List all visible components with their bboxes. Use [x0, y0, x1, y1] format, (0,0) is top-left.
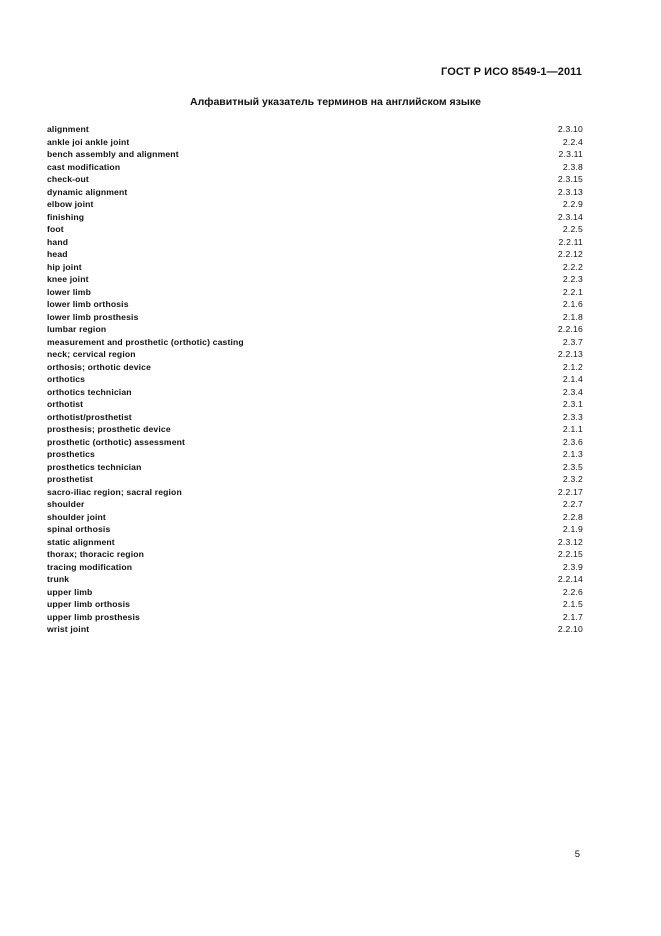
- index-term: upper limb prosthesis: [47, 611, 140, 622]
- index-term: static alignment: [47, 536, 115, 547]
- index-entry: [47, 498, 583, 511]
- index-entry: [47, 373, 583, 386]
- index-entry: [47, 198, 583, 211]
- index-term: cast modification: [47, 161, 121, 172]
- index-entry: [47, 298, 583, 311]
- index-entry: [47, 173, 583, 186]
- index-entry: [47, 223, 583, 236]
- index-entry: [47, 411, 583, 424]
- index-entry: [47, 448, 583, 461]
- index-reference: 2.3.11: [558, 149, 583, 159]
- index-reference: 2.1.9: [562, 524, 583, 534]
- index-reference: 2.1.3: [562, 449, 583, 459]
- index-term: knee joint: [47, 274, 89, 284]
- index-term: hip joint: [47, 261, 82, 272]
- index-reference: 2.2.5: [562, 224, 583, 234]
- index-entry: [47, 136, 583, 149]
- index-reference: 2.1.2: [562, 361, 583, 372]
- index-entry: [47, 348, 583, 361]
- index-entry: [47, 386, 583, 399]
- index-reference: 2.2.7: [562, 499, 583, 509]
- index-reference: 2.2.1: [562, 286, 583, 297]
- index-term: orthosis; orthotic device: [47, 361, 152, 372]
- index-reference: 2.3.13: [557, 186, 583, 197]
- index-entry: [47, 473, 583, 486]
- index-term: orthotics technician: [47, 386, 132, 397]
- index-reference: 2.2.9: [562, 199, 583, 209]
- index-reference: 2.1.6: [562, 299, 583, 309]
- index-reference: 2.3.3: [562, 411, 583, 422]
- term-index-list: [47, 123, 583, 636]
- index-entry: [47, 511, 583, 524]
- index-reference: 2.2.10: [557, 624, 583, 634]
- index-reference: 2.2.14: [557, 574, 583, 584]
- index-entry: [47, 323, 583, 336]
- index-term: shoulder joint: [47, 511, 106, 522]
- index-term: measurement and prosthetic (orthotic) casting: [47, 336, 244, 347]
- index-term: prosthetics: [47, 449, 95, 459]
- index-term: finishing: [47, 211, 85, 222]
- index-term: lower limb orthosis: [47, 299, 129, 309]
- index-term: trunk: [47, 574, 70, 584]
- index-term: orthotist: [47, 399, 84, 409]
- index-term: lumbar region: [47, 324, 107, 334]
- index-term: prosthetic (orthotic) assessment: [47, 436, 186, 447]
- index-term: prosthesis; prosthetic device: [47, 424, 171, 434]
- index-term: wrist joint: [47, 624, 90, 634]
- index-entry: [47, 261, 583, 274]
- index-entry: [47, 273, 583, 286]
- index-reference: 2.2.16: [557, 324, 583, 334]
- index-reference: 2.3.15: [557, 174, 583, 184]
- index-entry: [47, 436, 583, 449]
- index-reference: 2.1.1: [562, 424, 583, 434]
- index-term: head: [47, 249, 68, 259]
- index-reference: 2.1.5: [562, 599, 583, 609]
- index-entry: [47, 211, 583, 224]
- index-entry: [47, 286, 583, 299]
- index-reference: 2.2.13: [557, 349, 583, 359]
- index-term: bench assembly and alignment: [47, 149, 179, 159]
- index-reference: 2.3.14: [557, 211, 583, 222]
- index-reference: 2.2.11: [558, 236, 583, 247]
- index-entry: [47, 486, 583, 499]
- index-reference: 2.3.10: [557, 124, 583, 134]
- index-entry: [47, 398, 583, 411]
- index-reference: 2.1.7: [562, 611, 583, 622]
- index-term: alignment: [47, 124, 89, 134]
- index-reference: 2.3.4: [562, 386, 583, 397]
- index-reference: 2.2.6: [562, 586, 583, 597]
- index-entry: [47, 123, 583, 136]
- index-term: hand: [47, 236, 69, 247]
- index-term: elbow joint: [47, 199, 94, 209]
- index-term: sacro-iliac region; sacral region: [47, 486, 182, 497]
- index-reference: 2.2.17: [557, 486, 583, 497]
- index-reference: 2.3.6: [562, 436, 583, 447]
- index-reference: 2.3.5: [562, 461, 583, 472]
- index-entry: [47, 423, 583, 436]
- index-term: ankle joi ankle joint: [47, 136, 130, 147]
- page-number: 5: [574, 849, 580, 860]
- index-term: lower limb: [47, 286, 91, 297]
- index-reference: 2.3.9: [562, 561, 583, 572]
- index-entry: [47, 461, 583, 474]
- index-entry: [47, 161, 583, 174]
- index-entry: [47, 336, 583, 349]
- index-entry: [47, 236, 583, 249]
- index-reference: 2.3.12: [557, 536, 583, 547]
- index-entry: [47, 311, 583, 324]
- index-reference: 2.2.8: [562, 511, 583, 522]
- index-reference: 2.3.7: [562, 336, 583, 347]
- index-term: shoulder: [47, 499, 85, 509]
- index-entry: [47, 586, 583, 599]
- index-term: thorax; thoracic region: [47, 549, 145, 559]
- index-reference: 2.2.15: [557, 549, 583, 559]
- index-reference: 2.3.8: [562, 161, 583, 172]
- index-entry: [47, 361, 583, 374]
- index-reference: 2.2.2: [562, 261, 583, 272]
- index-reference: 2.2.12: [557, 249, 583, 259]
- index-entry: [47, 248, 583, 261]
- index-entry: [47, 623, 583, 636]
- index-entry: [47, 148, 583, 161]
- index-entry: [47, 536, 583, 549]
- index-entry: [47, 598, 583, 611]
- index-reference: 2.1.8: [562, 311, 583, 322]
- index-term: tracing modification: [47, 561, 133, 572]
- index-term: neck; cervical region: [47, 349, 136, 359]
- index-term: upper limb: [47, 586, 93, 597]
- index-entry: [47, 186, 583, 199]
- index-reference: 2.2.4: [562, 136, 583, 147]
- index-term: orthotics: [47, 374, 86, 384]
- index-term: lower limb prosthesis: [47, 311, 139, 322]
- index-term: upper limb orthosis: [47, 599, 131, 609]
- index-entry: [47, 523, 583, 536]
- index-term: check-out: [47, 174, 89, 184]
- index-term: prosthetist: [47, 474, 94, 484]
- index-reference: 2.2.3: [562, 274, 583, 284]
- index-term: orthotist/prosthetist: [47, 411, 132, 422]
- index-term: spinal orthosis: [47, 524, 111, 534]
- index-entry: [47, 561, 583, 574]
- index-title: Алфавитный указатель терминов на английском языке: [190, 96, 481, 108]
- index-entry: [47, 573, 583, 586]
- index-term: foot: [47, 224, 64, 234]
- index-reference: 2.1.4: [562, 374, 583, 384]
- index-entry: [47, 611, 583, 624]
- document-code: ГОСТ Р ИСО 8549-1—2011: [441, 66, 582, 78]
- index-entry: [47, 548, 583, 561]
- index-reference: 2.3.1: [562, 399, 583, 409]
- index-term: prosthetics technician: [47, 461, 142, 472]
- index-term: dynamic alignment: [47, 186, 128, 197]
- index-reference: 2.3.2: [562, 474, 583, 484]
